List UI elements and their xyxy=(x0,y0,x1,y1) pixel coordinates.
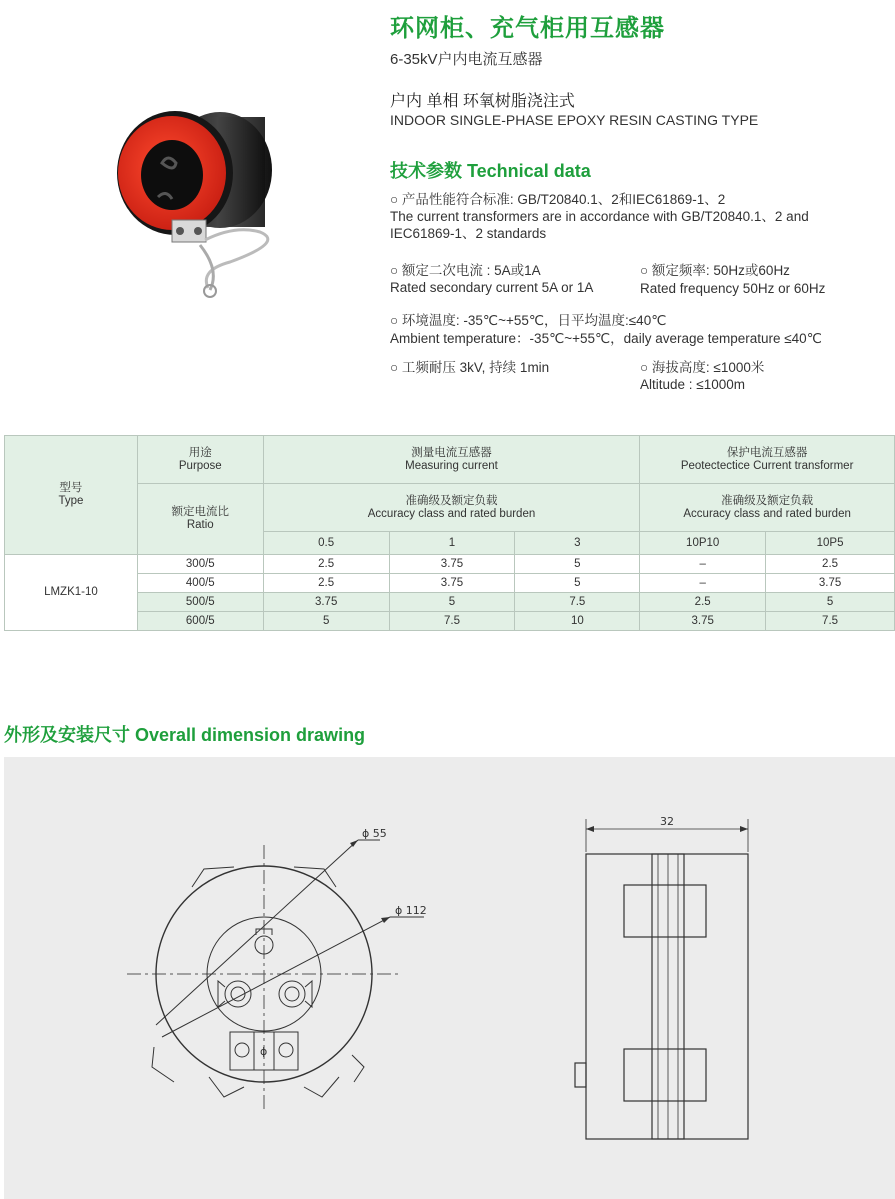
class-header: 1 xyxy=(389,532,515,555)
standard-en-2: IEC61869-1、2 standards xyxy=(390,226,547,241)
arrowhead xyxy=(740,826,748,832)
page-title: 环网柜、充气柜用互感器 xyxy=(390,14,665,42)
dimension-drawing xyxy=(4,757,895,1199)
value-cell: 5 xyxy=(515,574,640,593)
subtitle: 6-35kV户内电流互感器 xyxy=(390,51,543,68)
value-cell: 2.5 xyxy=(766,555,895,574)
outer-flat xyxy=(352,1055,364,1082)
rating-table xyxy=(4,435,895,631)
value-cell: 2.5 xyxy=(263,555,389,574)
class-header: 3 xyxy=(515,532,640,555)
purpose-header: 用途 Purpose xyxy=(137,436,263,484)
left-hole-tab xyxy=(218,981,225,1007)
dim-label-outer: ϕ 112 xyxy=(395,904,427,917)
ratio-cell: 500/5 xyxy=(137,593,263,612)
terminal-screw xyxy=(279,1043,293,1057)
frequency-en: Rated frequency 50Hz or 60Hz xyxy=(640,281,826,296)
side-view-lower-block xyxy=(624,1049,706,1101)
value-cell: 7.5 xyxy=(766,612,895,631)
ratio-header: 额定电流比 Ratio xyxy=(137,484,263,555)
type-header: 型号 Type xyxy=(5,436,138,555)
ratio-cell: 400/5 xyxy=(137,574,263,593)
side-view-upper-block xyxy=(624,885,706,937)
temperature-en: Ambient temperature：-35℃~+55℃，daily average temperature ≤40℃ xyxy=(390,331,822,346)
terminal-screw xyxy=(235,1043,249,1057)
value-cell: 3.75 xyxy=(389,574,515,593)
value-cell: 2.5 xyxy=(263,574,389,593)
product-photo xyxy=(110,105,310,305)
side-view-terminal xyxy=(575,1063,586,1087)
dim-label-inner: ϕ 55 xyxy=(362,827,387,840)
value-cell: 3.75 xyxy=(640,612,766,631)
dimension-section-title: 外形及安装尺寸 Overall dimension drawing xyxy=(4,725,366,745)
altitude-en: Altitude : ≤1000m xyxy=(640,377,745,392)
temperature-cn: ○ 环境温度: -35℃~+55℃，日平均温度:≤40℃ xyxy=(390,313,667,328)
value-cell: 5 xyxy=(263,612,389,631)
value-cell: 7.5 xyxy=(389,612,515,631)
dim-leader-outer xyxy=(162,917,390,1037)
secondary-current-cn: ○ 额定二次电流 : 5A或1A xyxy=(390,263,541,278)
withstand-voltage-cn: ○ 工频耐压 3kV, 持续 1min xyxy=(390,360,550,375)
class-header: 10P10 xyxy=(640,532,766,555)
technical-data-title: 技术参数 Technical data xyxy=(390,161,591,181)
value-cell: – xyxy=(640,555,766,574)
value-cell: 5 xyxy=(515,555,640,574)
arrowhead xyxy=(381,917,390,923)
secondary-current-en: Rated secondary current 5A or 1A xyxy=(390,280,594,295)
frequency-cn: ○ 额定频率: 50Hz或60Hz xyxy=(640,263,790,278)
product-type-en: INDOOR SINGLE-PHASE EPOXY RESIN CASTING TYPE xyxy=(390,112,759,128)
right-hole-tab xyxy=(305,981,312,1007)
arrowhead xyxy=(586,826,594,832)
model-cell: LMZK1-10 xyxy=(5,555,138,631)
ratio-cell: 300/5 xyxy=(137,555,263,574)
class-header: 0.5 xyxy=(263,532,389,555)
value-cell: 7.5 xyxy=(515,593,640,612)
accuracy-header-measuring: 准确级及额定负载 Accuracy class and rated burden xyxy=(263,484,640,532)
value-cell: 2.5 xyxy=(640,593,766,612)
value-cell: 3.75 xyxy=(389,555,515,574)
standard-en-1: The current transformers are in accordance with GB/T20840.1、2 and xyxy=(390,209,809,224)
dim-label-width: 32 xyxy=(660,815,674,828)
right-hole-inner xyxy=(285,987,299,1001)
ratio-cell: 600/5 xyxy=(137,612,263,631)
product-type-cn: 户内 单相 环氧树脂浇注式 xyxy=(390,93,575,110)
protection-header: 保护电流互感器 Peotectectice Current transformer xyxy=(640,436,895,484)
value-cell: 3.75 xyxy=(263,593,389,612)
value-cell: 10 xyxy=(515,612,640,631)
standard-cn: ○ 产品性能符合标准: GB/T20840.1、2和IEC61869-1、2 xyxy=(390,192,726,207)
dim-leader-inner xyxy=(156,840,358,1025)
outer-flat xyxy=(294,867,336,887)
terminal-mark: ϕ xyxy=(260,1045,268,1058)
value-cell: – xyxy=(640,574,766,593)
right-hole-outer xyxy=(279,981,305,1007)
measuring-header: 测量电流互感器 Measuring current xyxy=(263,436,640,484)
outer-flat xyxy=(304,1077,339,1097)
class-header: 10P5 xyxy=(766,532,895,555)
outer-flat xyxy=(192,867,234,887)
left-hole-outer xyxy=(225,981,251,1007)
altitude-cn: ○ 海拔高度: ≤1000米 xyxy=(640,360,765,375)
outer-flat xyxy=(209,1077,244,1097)
outer-flat xyxy=(152,1047,174,1082)
accuracy-header-protection: 准确级及额定负载 Accuracy class and rated burden xyxy=(640,484,895,532)
value-cell: 5 xyxy=(389,593,515,612)
value-cell: 3.75 xyxy=(766,574,895,593)
value-cell: 5 xyxy=(766,593,895,612)
side-view-body xyxy=(586,854,748,1139)
